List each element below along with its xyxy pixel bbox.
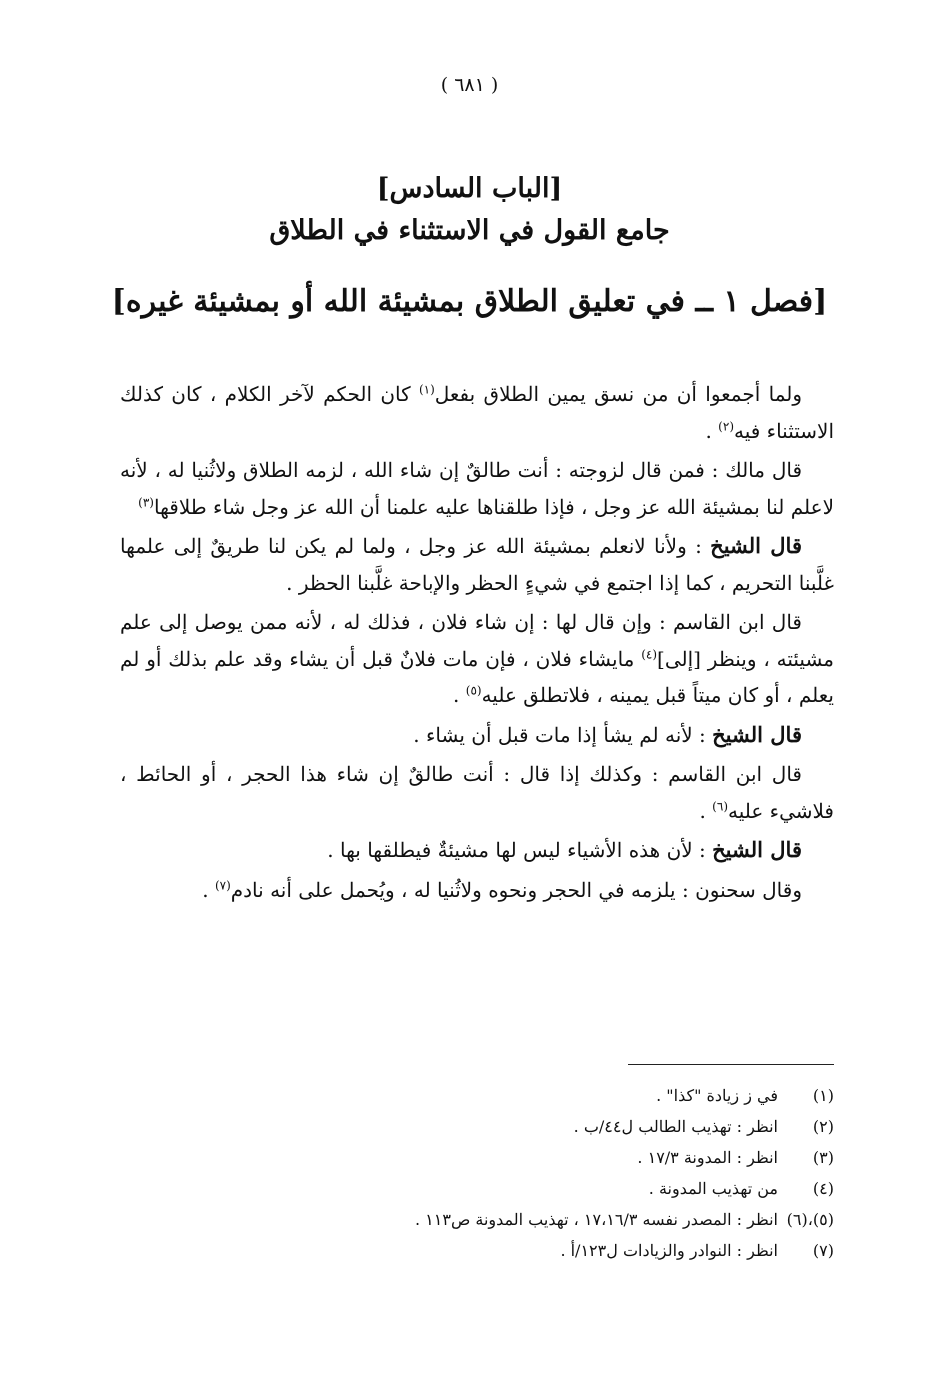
chapter-subtitle: جامع القول في الاستثناء في الطلاق	[269, 215, 670, 246]
footnote-ref: (٧)	[214, 877, 231, 892]
footnote-ref: (٦)	[712, 798, 728, 813]
paragraph-text: : ولأنا لانعلم بمشيئة الله عز وجل ، ولما لم يكن لنا طريقٌ إلى علمها غلَّبنا التحريم ، كما إذا اجتمع في شيءٍ الحظر والإباحة غلَّبنا الحظر .	[120, 534, 834, 595]
footnote-ref: (٢)	[718, 418, 734, 433]
paragraph-text: قال ابن القاسم : وإن قال لها : إن شاء فلان ، فذلك له ، لأنه ممن يوصل إلى علم مشيئته ، وينظر [إلى]	[120, 610, 834, 671]
footnote-number: (٢)	[812, 1117, 834, 1136]
footnote-number: (١)	[812, 1086, 834, 1105]
paragraph	[120, 604, 834, 714]
section-title: [فصل ١ ــ في تعليق الطلاق بمشيئة الله أو بمشيئة غيره]	[111, 284, 828, 319]
paragraph-text: قال مالك : فمن قال لزوجته : أنت طالقٌ إن شاء الله ، لزمه الطلاق ولاثُنيا له ، لأنه لاعلم لنا بمشيئة الله عز وجل ، فإذا طلقناها عليه علمنا أن الله عز وجل شاء طلاقها	[120, 458, 834, 519]
paragraph	[120, 872, 834, 909]
paragraph	[120, 832, 834, 869]
footnote-divider	[628, 1064, 834, 1065]
paragraph-text: : لأن هذه الأشياء ليس لها مشيئةٌ فيطلقها بها .	[327, 838, 713, 862]
footnote	[120, 1111, 834, 1142]
footnote-ref: (١)	[418, 382, 435, 397]
footnote	[120, 1142, 834, 1173]
chapter-title: [الباب السادس]	[376, 173, 563, 204]
paragraph	[120, 376, 834, 449]
paragraph-text: قال ابن القاسم : وكذلك إذا قال : أنت طالقٌ إن شاء هذا الحجر ، أو الحائط ، فلاشيء عليه	[120, 762, 834, 823]
paragraph-text: مايشاء فلان ، فإن مات فلانٌ قبل أن يشاء وقد علم بذلك أو لم يعلم ، أو كان ميتاً قبل يمينه ، فلاتطلق عليه	[120, 646, 834, 707]
paragraph-text: : لأنه لم يشأ إذا مات قبل أن يشاء .	[413, 722, 713, 747]
speaker-label: قال الشيخ	[710, 533, 802, 558]
paragraph	[120, 717, 834, 754]
page-number: ( ٦٨١ )	[440, 74, 499, 96]
footnote-text: من تهذيب المدونة .	[648, 1179, 778, 1198]
footnote-text: انظر : تهذيب الطالب ل٤٤/ب .	[573, 1117, 778, 1136]
footnote-ref: (٤)	[641, 646, 658, 661]
footnote	[120, 1204, 834, 1235]
footnote-ref: (٣)	[138, 494, 154, 509]
footnote-number: (٤)	[812, 1179, 834, 1198]
speaker-label: قال الشيخ	[712, 837, 802, 862]
footnote-text: في ز زيادة "كذا" .	[656, 1086, 778, 1105]
paragraph-text: .	[699, 798, 713, 823]
paragraph-text: ولما أجمعوا أن من نسق يمين الطلاق بفعل	[434, 382, 803, 406]
footnote-ref: (٥)	[465, 683, 482, 698]
footnote	[120, 1173, 834, 1204]
paragraph-text: كان الحكم لآخر الكلام ، كان كذلك الاستثناء فيه	[120, 382, 834, 443]
footnote-number: (٣)	[812, 1148, 834, 1167]
paragraph-text: .	[202, 877, 215, 902]
paragraph	[120, 756, 834, 829]
paragraph	[120, 528, 834, 601]
footnote-text: انظر : المدونة ١٧/٣ .	[637, 1148, 778, 1167]
chapter-heading	[0, 168, 939, 252]
speaker-label: قال الشيخ	[712, 721, 802, 747]
paragraph-text: .	[705, 418, 719, 443]
footnote	[120, 1235, 834, 1266]
footnote-text: انظر : المصدر نفسه ١٧،١٦/٣ ، تهذيب المدونة ص١١٣ .	[414, 1210, 778, 1229]
paragraph-text: وقال سحنون : يلزمه في الحجر ونحوه ولاثُنيا له ، ويُحمل على أنه نادم	[230, 877, 802, 902]
footnotes	[120, 1080, 834, 1266]
footnote	[120, 1080, 834, 1111]
paragraph-text: .	[453, 683, 466, 707]
body-text	[120, 376, 834, 911]
footnote-number: (٧)	[812, 1241, 834, 1260]
paragraph	[120, 452, 834, 525]
footnote-number: (٥)،(٦)	[786, 1210, 834, 1229]
footnote-text: انظر : النوادر والزيادات ل١٢٣/أ .	[560, 1241, 778, 1260]
